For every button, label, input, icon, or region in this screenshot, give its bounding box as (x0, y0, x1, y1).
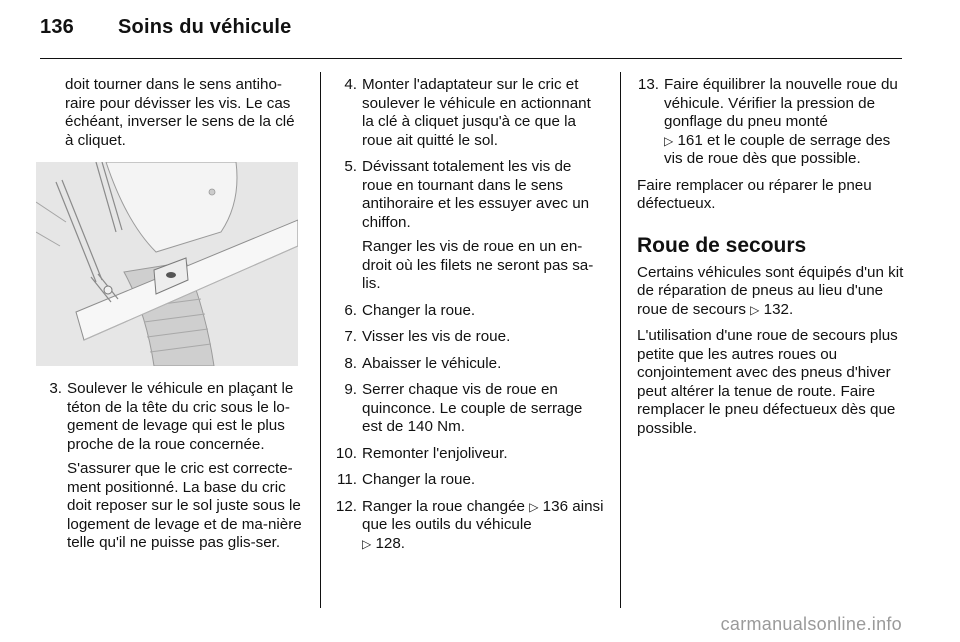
step-number: 6. (344, 301, 357, 319)
page-ref-link[interactable]: 161 (677, 131, 703, 149)
page-ref-arrow-icon: ▷ (664, 133, 674, 148)
step-list-col3 (637, 76, 907, 169)
step-note: Ranger les vis de roue en un en-droit où les filets ne seront pas sa-lis. (362, 238, 594, 292)
page-number: 136 (40, 16, 74, 38)
step-number: 12. (335, 497, 357, 515)
step-text: Dévissant totalement les vis de roue en tournant dans le sens antihoraire et les essuyer avec un chiffon. (362, 158, 590, 231)
step-text: Serrer chaque vis de roue en quinconce. Le couple de serrage est de 140 Nm. (362, 381, 583, 435)
step-text: Changer la roue. (362, 471, 476, 488)
list-item (335, 76, 605, 150)
step-text: et le couple de serrage des vis de roue dès que possible. (664, 131, 891, 167)
chapter-title: Soins du véhicule (118, 16, 292, 38)
list-item (335, 355, 605, 374)
page-header (40, 16, 291, 39)
page-ref-arrow-icon: ▷ (362, 536, 372, 551)
step-text: ainsi que les outils du véhicule (362, 497, 604, 533)
step-text: Abaisser le véhicule. (362, 354, 502, 372)
step-note: S'assurer que le cric est correcte-ment positionné. La base du cric doit reposer sur le sol juste sous le logement de levage et de ma-nière telle qu'il ne puisse pas glis-ser. (67, 460, 302, 551)
intro-paragraph: doit tourner dans le sens antiho-raire pour dévisser les vis. Le cas échéant, inverser le sens de la clé à cliquet. (65, 76, 295, 149)
spare-wheel-paragraph (637, 264, 907, 320)
list-item (335, 328, 605, 347)
column-3 (637, 76, 907, 446)
list-item (335, 381, 605, 437)
column-1 (40, 76, 305, 561)
section-heading: Roue de secours (637, 233, 807, 257)
step-number: 11. (337, 471, 357, 488)
list-item (335, 498, 605, 554)
step-list-col1 (40, 380, 305, 553)
column-divider-1 (320, 72, 321, 608)
spare-wheel-warning-paragraph: L'utilisation d'une roue de secours plus petite que les autres roues ou conjointement avec des pneus d'hiver peut altérer la tenue de route. Faire remplacer le pneu défectueux dès que possible. (637, 327, 898, 437)
step-text: Soulever le véhicule en plaçant le téton de la tête du cric sous le lo-gement de levage qui est le plus proche de la roue concernée. (67, 380, 294, 453)
column-2 (335, 76, 605, 561)
list-item (637, 76, 907, 169)
page-ref-link[interactable]: 128. (375, 534, 406, 552)
step-number: 8. (344, 354, 357, 372)
paragraph-text: Certains véhicules sont équipés d'un kit de réparation de pneus au lieu d'une roue de secours (637, 263, 904, 318)
step-number: 10. (335, 444, 357, 462)
jack-placement-illustration (36, 162, 298, 366)
column-divider-2 (620, 72, 621, 608)
step-number: 13. (637, 76, 659, 93)
header-divider (40, 58, 902, 59)
page-ref-link[interactable]: 136 (542, 497, 569, 515)
step-number: 5. (344, 158, 357, 175)
tire-replace-paragraph: Faire remplacer ou réparer le pneu défectueux. (637, 176, 872, 212)
step-text: Faire équilibrer la nouvelle roue du véhicule. Vérifier la pression de gonflage du pneu monté (664, 76, 898, 130)
watermark: carmanualsonline.info (720, 614, 902, 634)
step-number: 9. (344, 381, 357, 398)
page-ref-arrow-icon: ▷ (750, 302, 760, 317)
list-item (335, 302, 605, 321)
step-number: 4. (344, 76, 357, 93)
list-item (335, 445, 605, 464)
step-number: 7. (344, 328, 357, 345)
step-text: Remonter l'enjoliveur. (362, 444, 508, 462)
step-text: Changer la roue. (362, 301, 476, 319)
step-number: 3. (49, 380, 62, 397)
list-item (335, 158, 605, 294)
page-ref-arrow-icon: ▷ (529, 499, 539, 514)
step-text: Visser les vis de roue. (362, 328, 511, 345)
list-item (335, 471, 605, 490)
step-list-col2 (335, 76, 605, 553)
list-item (40, 380, 305, 553)
step-text: Monter l'adaptateur sur le cric et soulever le véhicule en actionnant la clé à cliquet jusqu'à ce que la roue ait quitté le sol. (362, 76, 591, 149)
step-text: Ranger la roue changée (362, 497, 525, 515)
page-ref-link[interactable]: 132. (763, 300, 794, 318)
